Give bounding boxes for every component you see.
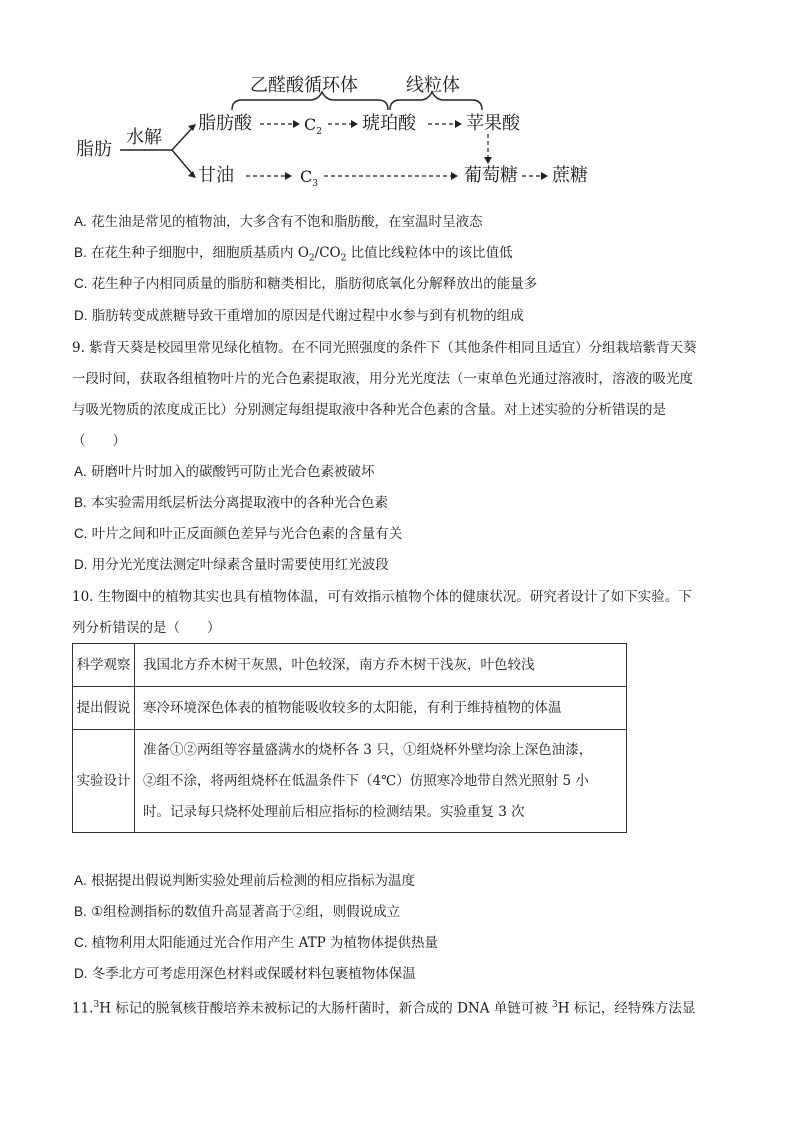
q9-option-d: D. 用分光光度法测定叶绿素含量时需要使用红光波段	[74, 557, 389, 573]
fatty-acid-label: 脂肪酸	[198, 113, 252, 134]
fat-label: 脂肪	[76, 139, 112, 160]
metabolism-diagram	[60, 68, 620, 198]
q8-option-d: D. 脂肪转变成蔗糖导致干重增加的原因是代谢过程中水参与到有机物的组成	[74, 308, 524, 324]
q9-option-a: A. 研磨叶片时加入的碳酸钙可防止光合色素被破坏	[74, 464, 375, 480]
table-row	[73, 687, 627, 730]
q9-option-c: C. 叶片之间和叶正反面颜色差异与光合色素的含量有关	[74, 526, 403, 542]
q10-stem-line-2: 列分析错误的是（ ）	[72, 620, 221, 636]
q9-stem-line-1: 9. 紫背天葵是校园里常见绿化植物。在不同光照强度的条件下（其他条件相同且适宜）分组栽培紫背天葵	[72, 340, 697, 356]
q10-option-b: B. ①组检测指标的数值升高显著高于②组，则假说成立	[74, 904, 401, 920]
malate-label: 苹果酸	[466, 113, 520, 134]
q9-stem-line-2: 一段时间，获取各组植物叶片的光合色素提取液，用分光光度法（一束单色光通过溶液时，溶液的吸光度	[72, 371, 693, 387]
succinate-label: 琥珀酸	[362, 113, 416, 134]
c3-label: $C_3$	[300, 167, 318, 190]
q10-option-d: D. 冬季北方可考虑用深色材料或保暖材料包裹植物体保温	[74, 966, 416, 982]
q8-option-a: A. 花生油是常见的植物油，大多含有不饱和脂肪酸，在室温时呈液态	[74, 214, 483, 230]
q8-option-c: C. 花生种子内相同质量的脂肪和糖类相比，脂肪彻底氧化分解释放出的能量多	[74, 276, 538, 292]
q10-option-c: C. 植物利用太阳能通过光合作用产生 ATP 为植物体提供热量	[74, 935, 438, 951]
design-line-1: 准备①②两组等容量盛满水的烧杯各 3 只，①组烧杯外壁均涂上深色油漆，	[143, 741, 593, 758]
glucose-label: 葡萄糖	[464, 165, 518, 186]
q9-answer-blank: （ ）	[72, 433, 126, 449]
table-head-hypothesis: 提出假说	[73, 687, 135, 730]
q10-stem-line-1: 10. 生物圈中的植物其实也具有植物体温，可有效指示植物个体的健康状况。研究者设计了如下实验。下	[72, 589, 692, 605]
design-line-2: ②组不涂，将两组烧杯在低温条件下（4℃）仿照寒冷地带自然光照射 5 小	[143, 772, 589, 789]
table-head-observation: 科学观察	[73, 644, 135, 687]
sucrose-label: 蔗糖	[552, 165, 588, 186]
brace-left-label: 乙醛酸循环体	[250, 75, 358, 96]
table-cell-hypothesis: 寒冷环境深色体表的植物能吸收较多的太阳能，有利于维持植物的体温	[135, 687, 627, 730]
hydrolysis-label: 水解	[126, 127, 162, 148]
table-cell-observation: 我国北方乔木树干灰黑，叶色较深，南方乔木树干浅灰，叶色较浅	[135, 644, 627, 687]
experiment-table	[72, 643, 627, 833]
q8-option-b: B. 在花生种子细胞中，细胞质基质内 $O_2/CO_2$ 比值比线粒体中的该比值低	[74, 245, 513, 264]
table-row	[73, 644, 627, 687]
brace-right-label: 线粒体	[406, 75, 460, 96]
table-row	[73, 730, 627, 833]
table-head-design: 实验设计	[73, 730, 135, 833]
design-line-3: 时。记录每只烧杯处理前后相应指标的检测结果。实验重复 3 次	[143, 803, 525, 820]
glycerol-label: 甘油	[198, 165, 234, 186]
q11-stem-line-1: 11.$^3$H 标记的脱氧核苷酸培养未被标记的大肠杆菌时，新合成的 DNA 单链可被 $^3$H 标记，经特殊方法显	[72, 1000, 696, 1017]
table-cell-design	[135, 730, 627, 833]
q9-option-b: B. 本实验需用纸层析法分离提取液中的各种光合色素	[74, 495, 389, 511]
q9-stem-line-3: 与吸光物质的浓度成正比）分别测定每组提取液中各种光合色素的含量。对上述实验的分析错误的是	[72, 402, 666, 418]
q10-option-a: A. 根据提出假说判断实验处理前后检测的相应指标为温度	[74, 873, 416, 889]
c2-label: $C_2$	[304, 115, 322, 138]
